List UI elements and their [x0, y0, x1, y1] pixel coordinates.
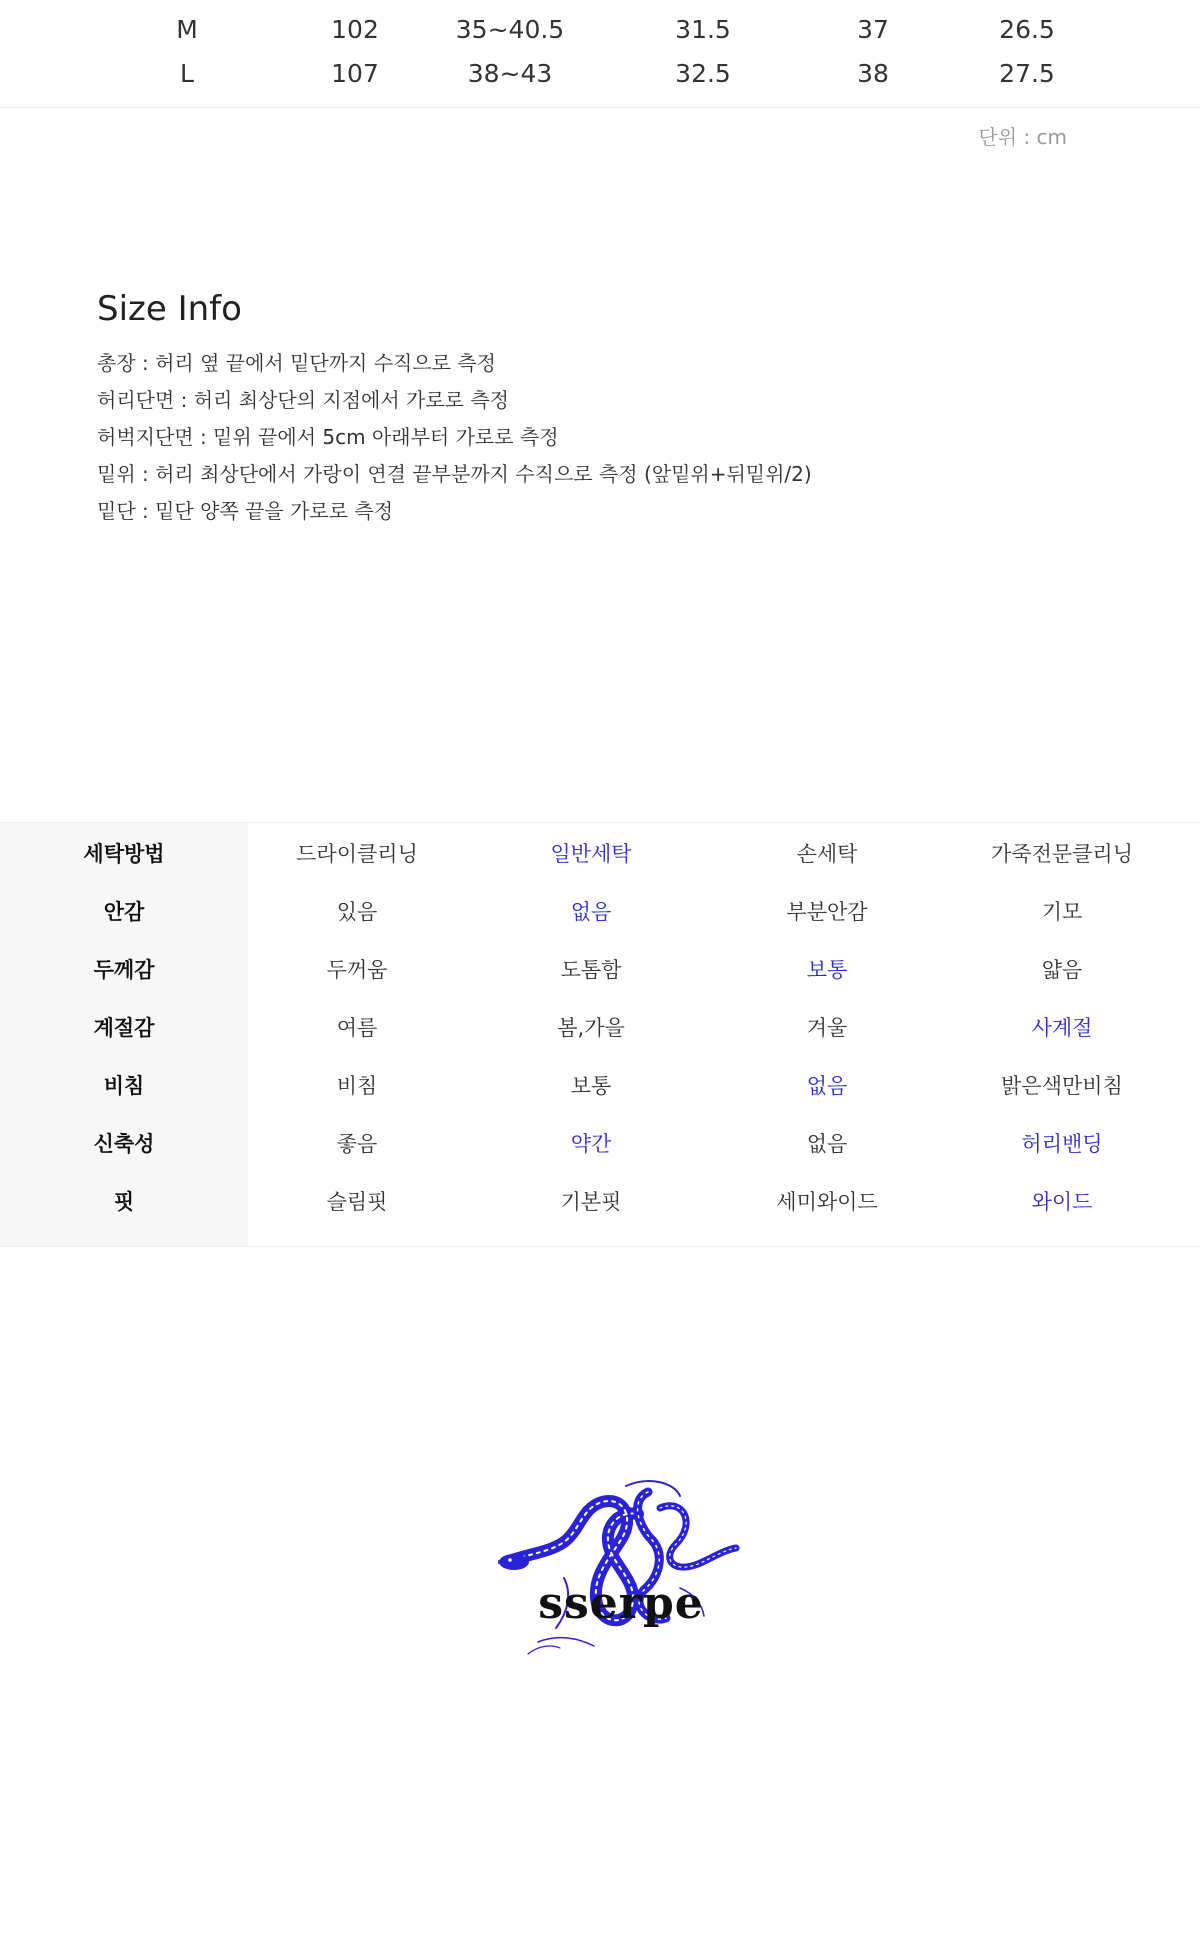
logo-wordmark: sserpe: [538, 1578, 704, 1629]
size-table: [0, 0, 1200, 108]
care-option: 여름: [336, 1016, 378, 1040]
unit-note: 단위 : cm: [978, 125, 1067, 149]
care-option: 세미와이드: [776, 1190, 878, 1214]
care-option: 있음: [336, 900, 378, 924]
care-row: [0, 1057, 1200, 1115]
size-cell: 31.5: [675, 15, 731, 44]
care-table: [0, 822, 1200, 1247]
care-option: 봄,가을: [557, 1016, 625, 1040]
care-option: 부분안감: [786, 900, 868, 924]
care-row: [0, 825, 1200, 883]
care-option-selected: 허리밴딩: [1021, 1132, 1103, 1156]
size-cell: M: [176, 15, 198, 44]
care-option: 좋음: [336, 1132, 378, 1156]
care-row: [0, 1173, 1200, 1231]
care-option: 기모: [1041, 900, 1083, 924]
care-option-selected: 보통: [806, 958, 848, 982]
size-info-list: [97, 345, 812, 530]
care-row-label: 세탁방법: [83, 842, 165, 866]
size-info-line: 허리단면 : 허리 최상단의 지점에서 가로로 측정: [97, 388, 509, 412]
care-option-selected: 와이드: [1031, 1190, 1093, 1214]
size-info-section: [97, 285, 812, 530]
size-cell: 38~43: [467, 59, 553, 88]
brand-logo: [498, 1478, 744, 1664]
care-option-selected: 없음: [806, 1074, 848, 1098]
care-row: [0, 941, 1200, 999]
care-option-selected: 일반세탁: [550, 842, 632, 866]
care-option: 가죽전문클리닝: [990, 842, 1134, 866]
care-option: 얇음: [1041, 958, 1083, 982]
care-row-label: 두께감: [93, 958, 155, 982]
care-row-label: 핏: [113, 1190, 135, 1214]
care-option: 보통: [570, 1074, 612, 1098]
care-option: 기본핏: [560, 1190, 622, 1214]
care-option-selected: 약간: [570, 1132, 612, 1156]
care-option: 비침: [336, 1074, 378, 1098]
care-option: 두꺼움: [326, 958, 388, 982]
care-row: [0, 1115, 1200, 1173]
care-option: 밝은색만비침: [1001, 1074, 1123, 1098]
size-info-line: 밑위 : 허리 최상단에서 가랑이 연결 끝부분까지 수직으로 측정 (앞밑위+뒤밑위/2): [97, 462, 812, 486]
snake-logo-icon: [498, 1478, 744, 1664]
care-option: 도톰함: [560, 958, 622, 982]
care-option: 슬림핏: [326, 1190, 388, 1214]
size-cell: 107: [331, 59, 379, 88]
size-cell: L: [180, 59, 194, 88]
care-option-selected: 사계절: [1031, 1016, 1093, 1040]
size-cell: 37: [857, 15, 889, 44]
care-option: 손세탁: [796, 842, 858, 866]
care-option: 없음: [806, 1132, 848, 1156]
size-cell: 35~40.5: [455, 15, 565, 44]
care-option: 드라이클리닝: [296, 842, 418, 866]
size-cell: 38: [857, 59, 889, 88]
care-row-label: 안감: [103, 900, 145, 924]
care-option: 겨울: [806, 1016, 848, 1040]
size-info-title: Size Info: [97, 289, 242, 329]
size-row-m: [0, 8, 1200, 52]
size-cell: 27.5: [999, 59, 1055, 88]
size-cell: 32.5: [675, 59, 731, 88]
care-row-label: 신축성: [93, 1132, 155, 1156]
care-row: [0, 999, 1200, 1057]
care-option-selected: 없음: [570, 900, 612, 924]
care-row-label: 비침: [103, 1074, 145, 1098]
size-row-l: [0, 52, 1200, 96]
care-row-label: 계절감: [93, 1016, 155, 1040]
size-info-line: 밑단 : 밑단 양쪽 끝을 가로로 측정: [97, 499, 394, 523]
size-cell: 102: [331, 15, 379, 44]
care-row: [0, 883, 1200, 941]
size-cell: 26.5: [999, 15, 1055, 44]
size-info-line: 허벅지단면 : 밑위 끝에서 5cm 아래부터 가로로 측정: [97, 425, 559, 449]
size-info-line: 총장 : 허리 옆 끝에서 밑단까지 수직으로 측정: [97, 351, 496, 375]
